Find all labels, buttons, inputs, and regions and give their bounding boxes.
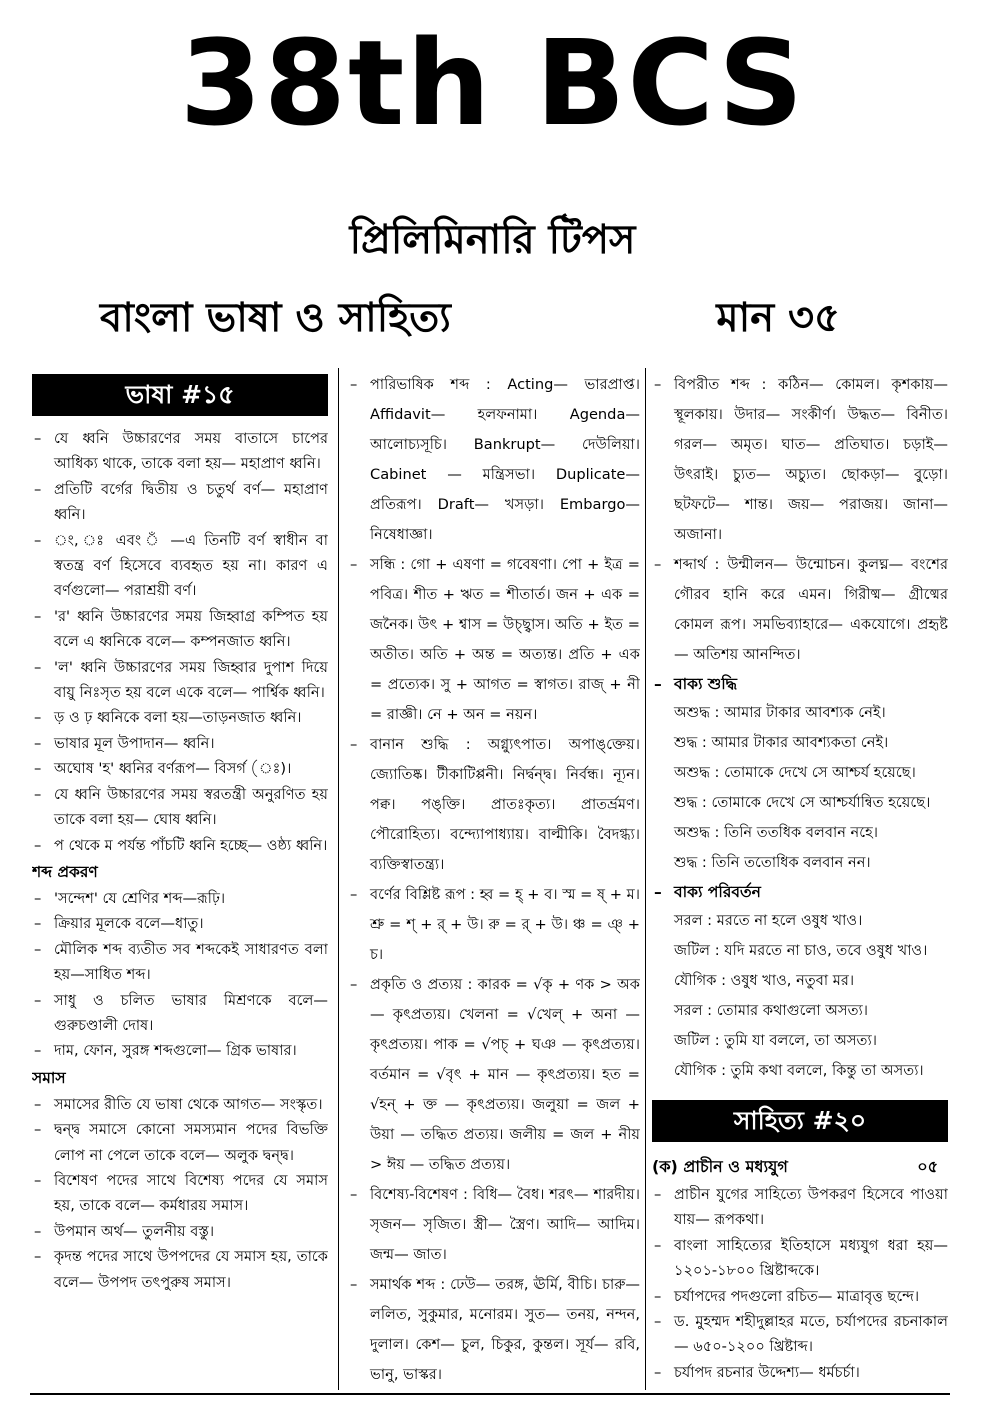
list-item: – 'র' ধ্বনি উচ্চারণের সময় জিহ্বাগ্র কম্পিত হয় বলে এ ধ্বনিকে বলে— কম্পনজাত ধ্বনি। <box>32 604 328 655</box>
subsection-title: সমাস <box>32 1068 66 1087</box>
subsection-title: – বাক্য শুদ্ধি <box>652 670 948 698</box>
list-item: – যে ধ্বনি উচ্চারণের সময় বাতাসে চাপের আধিক্য থাকে, তাকে বলা হয়— মহাপ্রাণ ধ্বনি। <box>32 426 328 477</box>
list-item: – ড় ও ঢ় ধ্বনিকে বলা হয়—তাড়নজাত ধ্বনি। <box>32 705 328 730</box>
list-item: – চর্যাপদ রচনার উদ্দেশ্য— ধর্মচর্চা। <box>652 1360 948 1385</box>
list-item: – অঘোষ 'হ' ধ্বনির বর্ণরূপ— বিসর্গ (ঃ)। <box>32 756 328 781</box>
list-item: – কৃদন্ত পদের সাথে উপপদের যে সমাস হয়, তাকে বলে— উপপদ তৎপুরুষ সমাস। <box>32 1244 328 1295</box>
subsection-title: – বাক্য পরিবর্তন <box>652 878 948 906</box>
list-item: – প্রতিটি বর্গের দ্বিতীয় ও চতুর্থ বর্ণ— মহাপ্রাণ ধ্বনি। <box>32 477 328 528</box>
column-divider <box>338 368 339 1390</box>
subsection-title: (ক) প্রাচীন ও মধ্যযুগ <box>652 1157 788 1176</box>
list-item: – দ্বন্দ্ব সমাসে কোনো সমস্যমান পদের বিভক্তি লোপ না পেলে তাকে বলে— অলুক দ্বন্দ্ব। <box>32 1117 328 1168</box>
marks-label: মান ৩৫ <box>716 295 840 341</box>
list-item: – প থেকে ম পর্যন্ত পাঁচটি ধ্বনি হচ্ছে— ওষ্ঠ্য ধ্বনি। <box>32 833 328 858</box>
column-language <box>32 370 328 1390</box>
sentence-line: সরল : মরতে না হলে ওষুধ খাও। <box>674 912 863 929</box>
list-item: – সমাসের রীতি যে ভাষা থেকে আগত— সংস্কৃত। <box>32 1092 328 1117</box>
sentence-line: জটিল : তুমি যা বললে, তা অসত্য। <box>674 1032 877 1049</box>
list-item: – প্রকৃতি ও প্রত্যয় : কারক = √কৃ + ণক > অক — কৃৎপ্রত্যয়। খেলনা = √খেল্ + অনা — কৃৎপ্রত্যয়। পাক = √পচ্ + ঘঞ — কৃৎপ্রত্যয়। বর্তমান = √বৃৎ + মান — কৃৎপ্রত্যয়। হত = √হন্ + ক্ত — কৃৎপ্রত্যয়। জলুয়া = জল + উয়া — তদ্ধিত প্রত্যয়। জলীয় = জল + নীয় > ঈয় — তদ্ধিত প্রত্যয়। <box>348 970 640 1180</box>
list-item: – ং, ঃ এবং ঁ —এ তিনটি বর্ণ স্বাধীন বা স্বতন্ত্র বর্ণ হিসেবে ব্যবহৃত হয় না। কারণ এ বর্ণগুলো— পরাশ্রয়ী বর্ণ। <box>32 528 328 604</box>
list-item: – সমার্থক শব্দ : ঢেউ— তরঙ্গ, ঊর্মি, বীচি। চারু— ললিত, সুকুমার, মনোরম। সুত— তনয়, নন্দন, দুলাল। কেশ— চুল, চিকুর, কুন্তল। সূর্য— রবি, ভানু, ভাস্কর। <box>348 1270 640 1390</box>
subject-title: বাংলা ভাষা ও সাহিত্য <box>100 295 451 341</box>
sentence-line: সরল : তোমার কথাগুলো অসত্য। <box>674 1002 868 1019</box>
column-grammar-literature <box>652 370 948 1390</box>
sentence-line: জটিল : যদি মরতে না চাও, তবে ওষুধ খাও। <box>674 942 928 959</box>
sentence-line: শুদ্ধ : আমার টাকার আবশ্যকতা নেই। <box>674 734 889 751</box>
list-item: – যে ধ্বনি উচ্চারণের সময় স্বরতন্ত্রী অনুরণিত হয় তাকে বলা হয়— ঘোষ ধ্বনি। <box>32 782 328 833</box>
sentence-line: শুদ্ধ : তিনি ততোধিক বলবান নন। <box>674 854 871 871</box>
list-item: – মৌলিক শব্দ ব্যতীত সব শব্দকেই সাধারণত বলা হয়—সাধিত শব্দ। <box>32 937 328 988</box>
list-item: – প্রাচীন যুগের সাহিত্যে উপকরণ হিসেবে পাওয়া যায়— রূপকথা। <box>652 1182 948 1233</box>
list-item: – 'ল' ধ্বনি উচ্চারণের সময় জিহ্বার দুপাশ দিয়ে বায়ু নিঃসৃত হয় বলে একে বলে— পার্শ্বিক ধ্বনি। <box>32 655 328 706</box>
page-title: 38th BCS <box>179 14 806 152</box>
sentence-line: অশুদ্ধ : আমার টাকার আবশ্যক নেই। <box>674 704 886 721</box>
column-divider <box>645 368 646 1390</box>
list-item: – বর্ণের বিশ্লিষ্ট রূপ : হ্ব = হ্ + ব। স্ম = ষ্ + ম। শ্রু = শ্ + র্ + উ। রু = র্ + উ। ঞ্চ = ঞ্ + চ। <box>348 880 640 970</box>
list-item: – সাধু ও চলিত ভাষার মিশ্রণকে বলে— গুরুচণ্ডালী দোষ। <box>32 988 328 1039</box>
subsection-marks: ০৫ <box>917 1157 938 1176</box>
subsection-heading-ancient <box>652 1152 948 1182</box>
column-vocabulary <box>348 370 640 1390</box>
list-item: – চর্যাপদের পদগুলো রচিত— মাত্রাবৃত্ত ছন্দে। <box>652 1284 948 1309</box>
sentence-line: অশুদ্ধ : তোমাকে দেখে সে আশ্চর্য হয়েছে। <box>674 764 916 781</box>
list-item: – ভাষার মূল উপাদান— ধ্বনি। <box>32 731 328 756</box>
sentence-line: যৌগিক : ওষুধ খাও, নতুবা মর। <box>674 972 855 989</box>
list-item: – বিশেষ্য-বিশেষণ : বিধি— বৈধ। শরৎ— শারদীয়। সৃজন— সৃজিত। স্ত্রী— স্ত্রৈণ। আদি— আদিম। জন্ম— জাত। <box>348 1180 640 1270</box>
list-item: – 'সন্দেশ' যে শ্রেণির শব্দ—রূঢ়ি। <box>32 886 328 911</box>
subject-heading-row <box>100 290 860 350</box>
list-item: – উপমান অর্থ— তুলনীয় বস্তু। <box>32 1219 328 1244</box>
section-bar-language: ভাষা #১৫ <box>32 374 328 416</box>
list-item: – ক্রিয়ার মূলকে বলে—ধাতু। <box>32 911 328 936</box>
list-item: – পারিভাষিক শব্দ : Acting— ভারপ্রাপ্ত। Affidavit— হলফনামা। Agenda— আলোচ্যসূচি। Bankrupt— দেউলিয়া। Cabinet — মন্ত্রিসভা। Duplicate— প্রতিরূপ। Draft— খসড়া। Embargo— নিষেধাজ্ঞা। <box>348 370 640 550</box>
sentence-line: যৌগিক : তুমি কথা বললে, কিন্তু তা অসত্য। <box>674 1062 924 1079</box>
subsection-title: শব্দ প্রকরণ <box>32 862 98 881</box>
section-bar-literature: সাহিত্য #২০ <box>652 1100 948 1142</box>
list-item: – বাংলা সাহিত্যের ইতিহাসে মধ্যযুগ ধরা হয়— ১২০১-১৮০০ খ্রিষ্টাব্দকে। <box>652 1233 948 1284</box>
list-item: – শব্দার্থ : উন্মীলন— উন্মোচন। কুলঘ্ন— বংশের গৌরব হানি করে এমন। গিরীষ্ম— গ্রীষ্মের কোমল রূপ। সমভিব্যাহারে— একযোগে। প্রহৃষ্ট— অতিশয় আনন্দিত। <box>652 550 948 670</box>
list-item: – বানান শুদ্ধি : অগ্ন্যুৎপাত। অপাঙ্‌ক্তেয়। জ্যোতিষ্ক। টীকাটিপ্পনী। নির্দ্বন্দ্ব। নির্বন্ধ। ন্যূন। পক্ব। পঙ্‌ক্তি। প্রাতঃকৃত্য। প্রাতর্ভ্রমণ। পৌরোহিত্য। বন্দ্যোপাধ্যায়। বাল্মীকি। বৈদগ্ধ্য। ব্যক্তিস্বাতন্ত্র্য। <box>348 730 640 880</box>
page-subtitle: প্রিলিমিনারি টিপস <box>349 217 636 263</box>
list-item: – ড. মুহম্মদ শহীদুল্লাহর মতে, চর্যাপদের রচনাকাল— ৬৫০-১২০০ খ্রিষ্টাব্দ। <box>652 1309 948 1360</box>
list-item: – দাম, ফোন, সুরঙ্গ শব্দগুলো— গ্রিক ভাষার। <box>32 1038 328 1063</box>
sentence-line: অশুদ্ধ : তিনি ততধিক বলবান নহে। <box>674 824 879 841</box>
sentence-line: শুদ্ধ : তোমাকে দেখে সে আশ্চর্যান্বিত হয়েছে। <box>674 794 931 811</box>
list-item: – বিশেষণ পদের সাথে বিশেষ্য পদের যে সমাস হয়, তাকে বলে— কর্মধারয় সমাস। <box>32 1168 328 1219</box>
list-item: – সন্ধি : গো + এষণা = গবেষণা। পো + ইত্র = পবিত্র। শীত + ঋত = শীতার্ত। জন + এক = জনৈক। উৎ + শ্বাস = উচ্ছ্বাস। অতি + ইত = অতীত। অতি + অন্ত = অত্যন্ত। প্রতি + এক = প্রত্যেক। সু + আগত = স্বাগত। রাজ্ + নী = রাজ্ঞী। নে + অন = নয়ন। <box>348 550 640 730</box>
list-item: – বিপরীত শব্দ : কঠিন— কোমল। কৃশকায়— স্থূলকায়। উদার— সংকীর্ণ। উদ্ধত— বিনীত। গরল— অমৃত। ঘাত— প্রতিঘাত। চড়াই— উৎরাই। চ্যুত— অচ্যুত। ছোকড়া— বুড়ো। ছটফটে— শান্ত। জয়— পরাজয়। জানা— অজানা। <box>652 370 948 550</box>
bottom-rule <box>30 1393 950 1395</box>
